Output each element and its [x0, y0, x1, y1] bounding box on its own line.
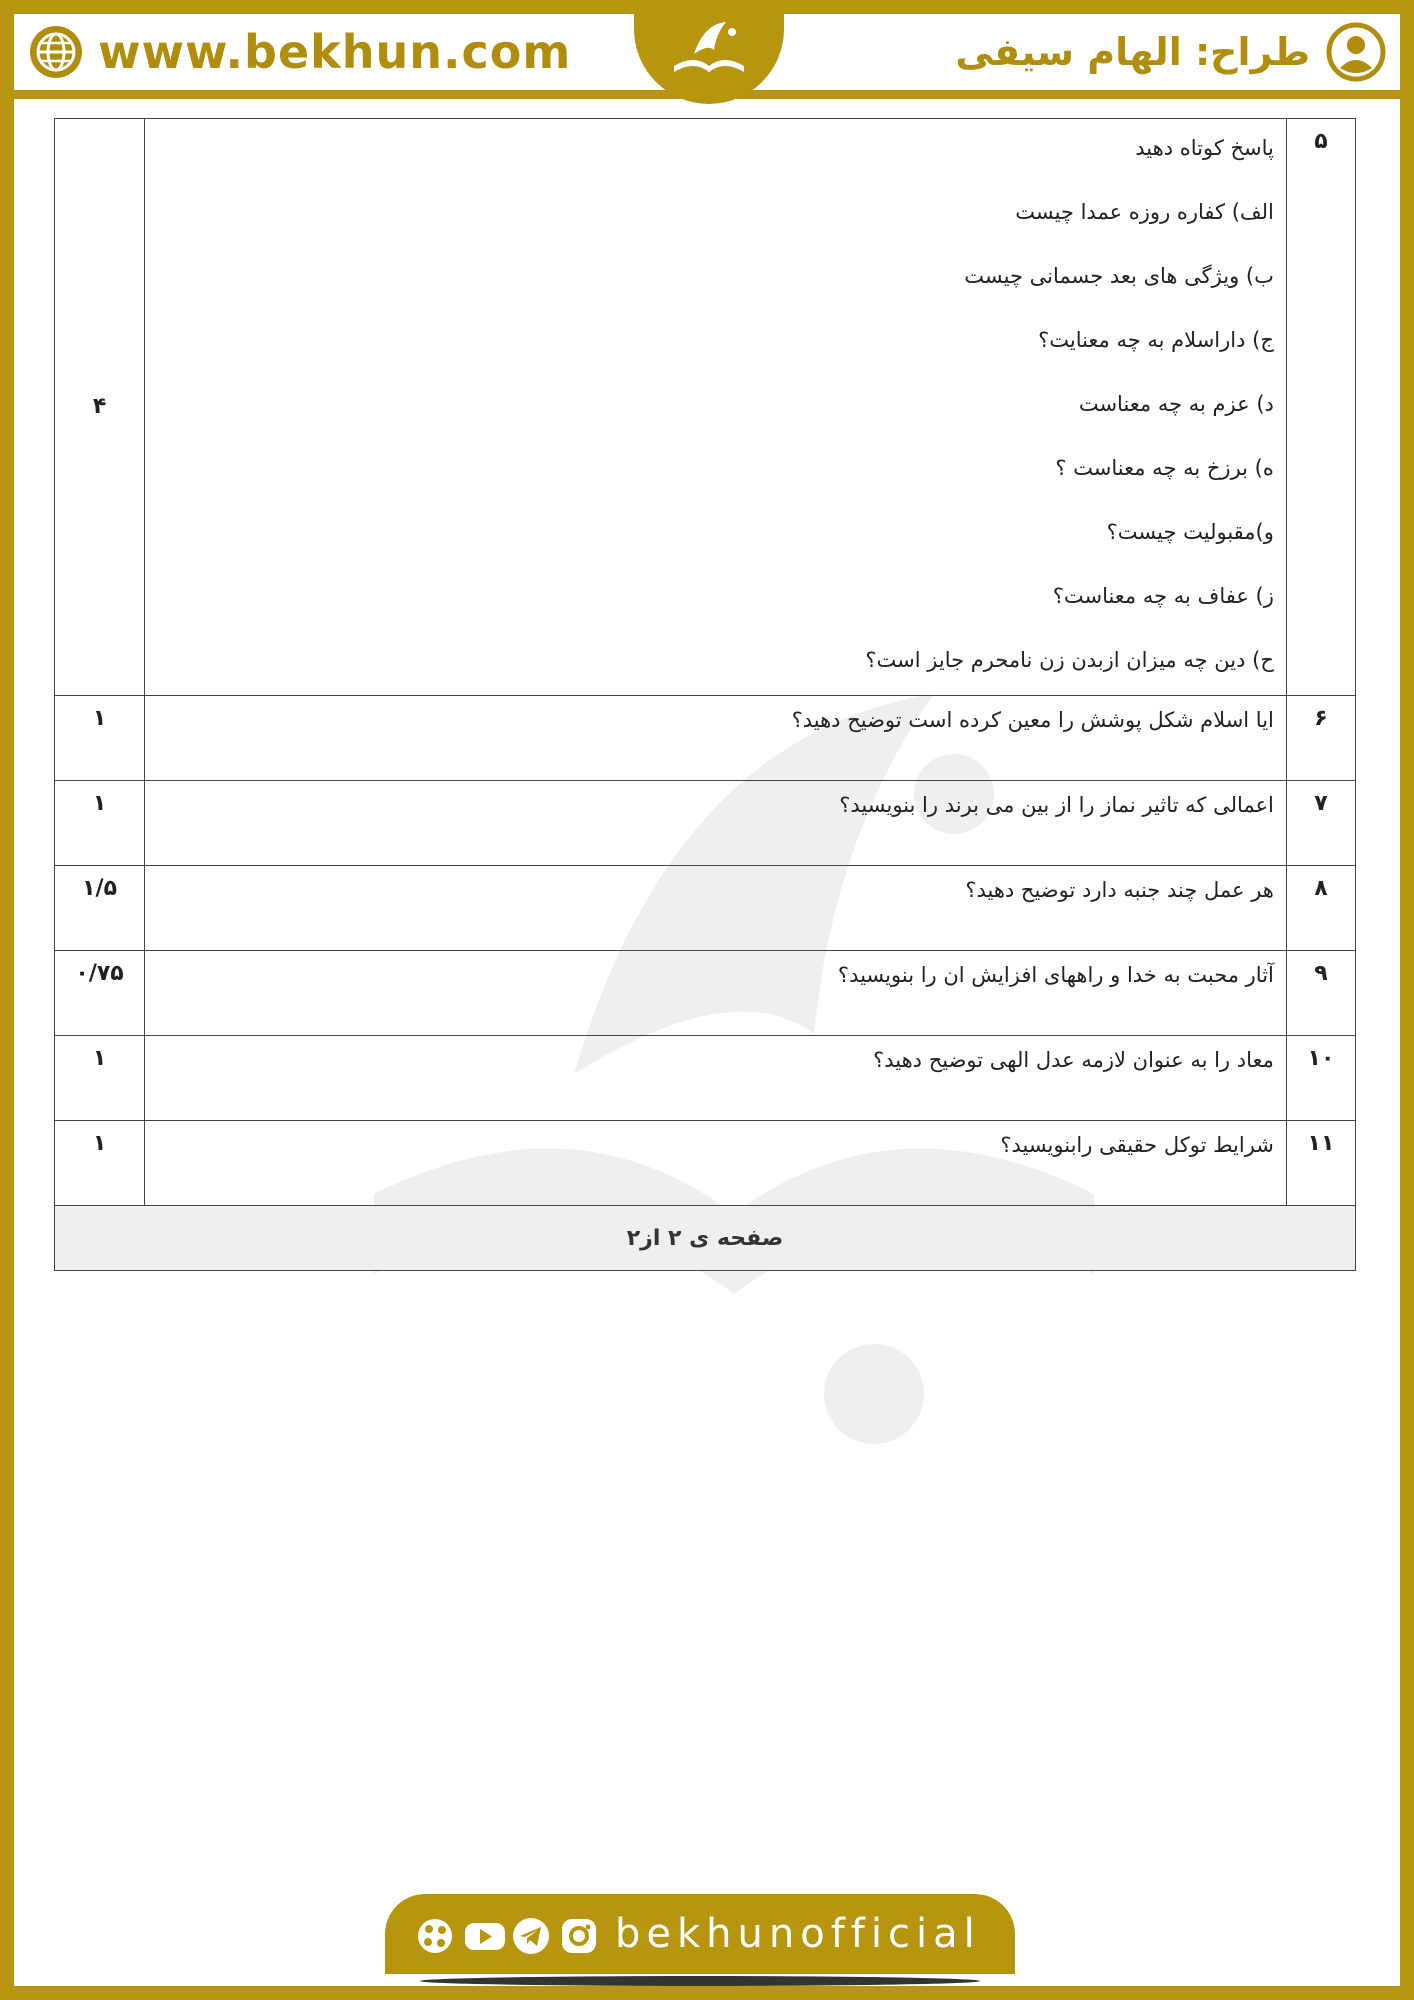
question-line: ج) داراسلام به چه معنایت؟: [1038, 328, 1274, 352]
question-line: و)مقبولیت چیست؟: [1106, 520, 1274, 544]
question-line: ز) عفاف به چه معناست؟: [1052, 584, 1274, 608]
social-bar: [385, 1894, 1015, 1974]
designer-name: طراح: الهام سیفی: [955, 30, 1310, 74]
question-text: [145, 119, 1287, 696]
header: [14, 14, 1400, 99]
question-row: [55, 781, 1356, 866]
question-text: آثار محبت به خدا و راههای افزایش ان را بنویسید؟: [145, 951, 1287, 1036]
social-bar-shadow: [420, 1976, 980, 1986]
question-score: ۱: [55, 1121, 145, 1206]
page-number: صفحه ی ۲ از۲: [55, 1206, 1356, 1271]
question-number: ۵: [1286, 119, 1355, 696]
question-table: [54, 118, 1356, 1271]
question-number: ۷: [1286, 781, 1355, 866]
question-line: ب) ویژگی های بعد جسمانی چیست: [964, 264, 1274, 288]
question-number: ۸: [1286, 866, 1355, 951]
brand-logo: [634, 0, 784, 104]
aparat-icon[interactable]: [415, 1916, 455, 1956]
website-link[interactable]: www.bekhun.com: [98, 25, 572, 79]
question-score: ۱: [55, 781, 145, 866]
question-number: ۶: [1286, 696, 1355, 781]
question-row: [55, 951, 1356, 1036]
question-line: ه) برزخ به چه معناست ؟: [1055, 456, 1274, 480]
question-line: د) عزم به چه معناست: [1078, 392, 1274, 416]
question-row: [55, 119, 1356, 696]
globe-icon: [28, 24, 84, 80]
question-row: [55, 1121, 1356, 1206]
question-score: ۰/۷۵: [55, 951, 145, 1036]
question-score: ۱: [55, 1036, 145, 1121]
question-score: ۴: [55, 119, 145, 696]
question-number: ۱۱: [1286, 1121, 1355, 1206]
question-text: ایا اسلام شکل پوشش را معین کرده است توضیح دهید؟: [145, 696, 1287, 781]
social-icons: [415, 1916, 599, 1960]
question-row: [55, 866, 1356, 951]
question-number: ۱۰: [1286, 1036, 1355, 1121]
question-score: ۱: [55, 696, 145, 781]
question-row: [55, 696, 1356, 781]
instagram-icon[interactable]: [559, 1916, 599, 1956]
user-icon: [1326, 22, 1386, 82]
question-line: الف) کفاره روزه عمدا چیست: [1015, 200, 1274, 224]
page-footer-row: [55, 1206, 1356, 1271]
question-text: هر عمل چند جنبه دارد توضیح دهید؟: [145, 866, 1287, 951]
question-row: [55, 1036, 1356, 1121]
question-line: ح) دین چه میزان ازبدن زن نامحرم جایز است؟: [865, 648, 1274, 672]
question-score: ۱/۵: [55, 866, 145, 951]
telegram-icon[interactable]: [511, 1916, 551, 1956]
social-handle[interactable]: bekhunofficial: [615, 1911, 981, 1957]
question-text: اعمالی که تاثیر نماز را از بین می برند را بنویسید؟: [145, 781, 1287, 866]
question-number: ۹: [1286, 951, 1355, 1036]
question-line: پاسخ کوتاه دهید: [1135, 136, 1274, 160]
question-text: معاد را به عنوان لازمه عدل الهی توضیح دهید؟: [145, 1036, 1287, 1121]
question-text: شرایط توکل حقیقی رابنویسید؟: [145, 1121, 1287, 1206]
youtube-icon[interactable]: [463, 1916, 503, 1956]
